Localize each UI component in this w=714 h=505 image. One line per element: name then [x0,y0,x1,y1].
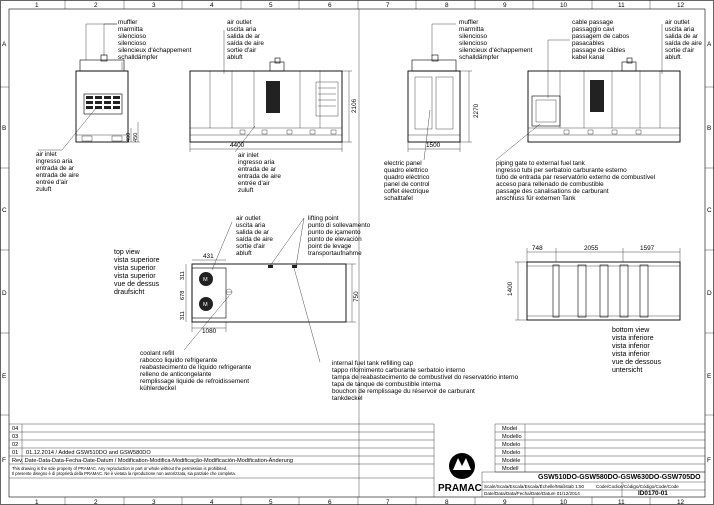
svg-text:10: 10 [560,499,568,505]
svg-text:2: 2 [94,499,98,505]
dim-748: 748 [532,245,543,252]
bottom-view [527,262,680,320]
svg-text:03: 03 [12,434,19,440]
svg-text:10: 10 [560,2,568,9]
svg-text:M: M [203,277,208,283]
air-outlet-label-2: air outlet uscita aria salida de ar saída de aire sortie d'air abluft [665,19,702,61]
dim-431: 431 [203,253,214,260]
muffler-label-1: muffler marmitta silencioso silencioso silencieux d'échappement schalldämpfer [118,19,192,61]
end-view-left [76,55,128,142]
svg-text:04: 04 [12,426,19,432]
fuel-cap-label: internal fuel tank refilling cap tappo rifornimento carburante serbatoio interno tampa de reabastecimento de combustível do reservatório interno tapa de tanque de combustible interna bouchon de remplissage du réservoir de carburant tankdeckel [332,360,519,402]
top-view [192,264,346,322]
svg-text:1: 1 [35,499,39,505]
svg-text:7: 7 [386,2,390,9]
svg-text:6: 6 [328,499,332,505]
svg-text:12: 12 [677,499,685,505]
svg-text:9: 9 [503,499,507,505]
svg-text:9: 9 [503,2,507,9]
bottom-view-label: bottom view vista inferiore vista inferior vista inferior vue de dessous untersicht [612,327,662,374]
air-outlet-label-1: air outlet uscita aria salida de ar saída de aire sortie d'air abluft [227,19,264,61]
svg-text:7: 7 [386,499,390,505]
svg-text:4: 4 [210,2,214,9]
svg-text:3: 3 [152,499,156,505]
svg-text:A: A [707,41,712,48]
leader-air-outlet-3 [212,222,232,270]
models-title: GSW510DO-GSW580DO-GSW630DO-GSW705DO [538,474,701,481]
ownership-note-en: This drawing is the sole property of PRAMAC. Any reproduction in part or whole without the permission is prohibited. [12,466,228,471]
dim-1500-line [408,71,472,152]
code-label: Code/Codice/Código/Código/Code/Code [596,484,679,489]
svg-text:Modello: Modello [502,434,522,440]
svg-text:F: F [707,457,711,464]
dim-678: 678 [180,290,186,300]
leader-air-inlet-1 [38,108,96,150]
svg-text:11: 11 [618,2,625,9]
date-text: Date/Data/Data/Fecha/Date/Datum 01/12/2014 [484,491,580,496]
leader-fuel-cap [294,268,320,362]
dim-1400: 1400 [507,281,514,296]
svg-text:Modèle: Modèle [502,458,521,464]
leader-cable-passage [548,40,570,98]
svg-text:Modelo: Modelo [502,442,521,448]
svg-text:F: F [2,457,6,464]
revision-entry-01: 01.12.2014 / Added GSW510DO and GSW580DO [26,450,151,456]
air-outlet-label-3: air outlet uscita aria salida de ar saída de aire sortie d'air abluft [236,215,273,257]
svg-text:E: E [707,373,712,380]
side-view [190,58,342,142]
svg-text:5: 5 [269,499,273,505]
dim-2106: 2106 [351,98,358,113]
svg-text:11: 11 [618,499,625,505]
svg-text:12: 12 [677,2,685,9]
svg-text:C: C [2,207,7,214]
leader-lifting-point [296,218,304,266]
pramac-logo [449,453,475,479]
dim-2055: 2055 [584,245,599,252]
svg-text:C: C [707,207,712,214]
svg-text:2: 2 [94,2,98,9]
svg-text:B: B [2,125,7,132]
air-inlet-label-2: air inlet ingresso aria entrada de ar entrada de aire entrée d'air zuluft [238,152,281,194]
svg-text:D: D [2,290,7,297]
lifting-point-label: lifting point punto di sollevamento punto de içamento punto de elevación point de levage transportaufnahme [308,215,371,257]
svg-text:01: 01 [12,450,19,456]
revision-header: Rev. Date-Data-Data-Fecha-Date-Datum / Modification-Modifica-Modificação-Modificación-Modification-Änderung [12,458,293,464]
dim-1500: 1500 [426,142,441,149]
coolant-refill-label: coolant refill rabocco liquido refrigerante reabastecimento de líquido refrigerante relleno de anticongelante remplissage liquide de refroidissement kühlerdeckel [140,350,252,392]
svg-text:3: 3 [152,2,156,9]
svg-text:Modell: Modell [502,466,519,472]
svg-text:Modelo: Modelo [502,450,521,456]
dim-2270: 2270 [473,103,480,118]
svg-text:02: 02 [12,442,19,448]
scale-text: Scale/Scala/Escala/Escala/Échelle/Maßstab 1:50 [484,484,585,489]
dim-1080: 1080 [202,328,217,335]
svg-text:E: E [2,373,7,380]
svg-text:Model: Model [502,426,518,432]
drawing-id: ID0170-01 [638,490,668,497]
svg-text:A: A [2,41,7,48]
svg-text:8: 8 [445,499,449,505]
end-view-right [408,55,460,142]
ownership-note-it: Il presente disegno è di proprietà della PRAMAC. Ne è vietata la riproduzione non autorizzata, sia parziale che completa. [12,471,236,476]
dim-750: 750 [353,291,360,302]
electric-panel-label: electric panel quadro elettrico quadro eléctrico panel de control coffet électrique schalttafel [384,160,430,202]
svg-text:B: B [707,125,712,132]
svg-text:M: M [203,302,208,308]
svg-text:8: 8 [445,2,449,9]
model-labels [502,426,522,472]
revision-rows [12,426,18,456]
muffler-label-2: muffler marmitta silencioso silencioso silencieux d'échappement schalldämpfer [459,19,533,61]
dim-4400: 4400 [230,142,245,149]
leader-muffler-1 [104,24,117,56]
dim-400: 400 [126,132,132,142]
svg-text:6: 6 [328,2,332,9]
air-inlet-label-1: air inlet ingresso aria entrada de ar entrada de aire entrée d'air zuluft [36,151,79,193]
brand-name: PRAMAC [438,483,482,494]
dim-1597: 1597 [640,245,655,252]
svg-text:1: 1 [35,2,39,9]
svg-text:D: D [707,290,712,297]
top-view-dims [186,260,356,332]
dim-450: 450 [133,132,139,142]
svg-text:4: 4 [210,499,214,505]
side-view-right [528,58,680,142]
svg-text:5: 5 [269,2,273,9]
dim-311-top: 311 [180,271,186,280]
bottom-view-dims [515,248,680,320]
dim-311-bottom: 311 [180,311,186,320]
cable-passage-label: cable passage passaggio cavi passagem de cabos pasacables passage de câbles kabel kanal [572,19,630,61]
leader-muffler-2 [432,24,456,56]
top-view-label: top view vista superiore vista superior vista superior vue de dessus draufsicht [114,249,160,296]
piping-gate-label: piping gate to external fuel tank ingresso tubi per serbatoio carburante esterno tubo de entrada par reservatório externo de combustível acceso para rellenado de combustible passage des canalisations de carburant anschluss für externen Tank [496,160,656,202]
